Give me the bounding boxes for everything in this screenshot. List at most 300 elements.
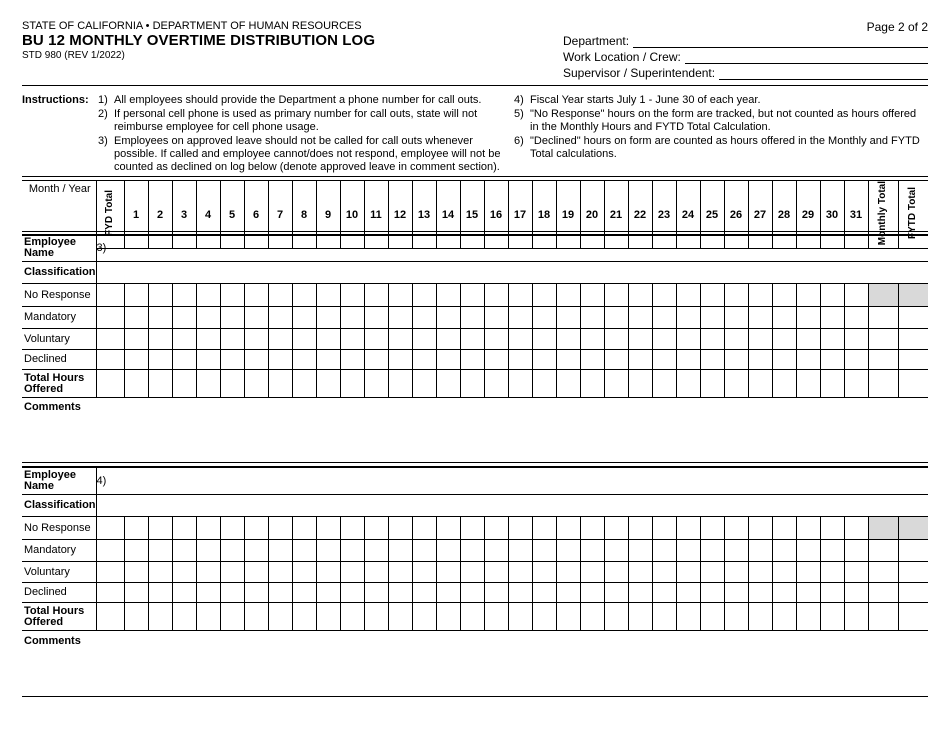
- supervisor-field[interactable]: [563, 64, 928, 80]
- no-response-cell[interactable]: [724, 517, 748, 540]
- declined-cell[interactable]: [700, 350, 724, 370]
- declined-cell[interactable]: [580, 583, 604, 603]
- voluntary-cell[interactable]: [868, 562, 898, 583]
- voluntary-cell[interactable]: [580, 329, 604, 350]
- total-hours-offered-cell[interactable]: [772, 370, 796, 398]
- voluntary-cell[interactable]: [748, 329, 772, 350]
- voluntary-cell[interactable]: [268, 562, 292, 583]
- no-response-cell[interactable]: [508, 284, 532, 307]
- mandatory-cell[interactable]: [220, 307, 244, 329]
- voluntary-cell[interactable]: [220, 329, 244, 350]
- voluntary-cell[interactable]: [388, 329, 412, 350]
- total-hours-offered-cell[interactable]: [532, 370, 556, 398]
- voluntary-cell[interactable]: [676, 329, 700, 350]
- no-response-cell[interactable]: [316, 517, 340, 540]
- total-hours-offered-cell[interactable]: [316, 370, 340, 398]
- no-response-cell[interactable]: [364, 284, 388, 307]
- voluntary-cell[interactable]: [796, 562, 820, 583]
- declined-cell[interactable]: [412, 583, 436, 603]
- no-response-cell[interactable]: [436, 284, 460, 307]
- mandatory-cell[interactable]: [220, 540, 244, 562]
- declined-cell[interactable]: [556, 583, 580, 603]
- no-response-cell[interactable]: [628, 284, 652, 307]
- no-response-cell[interactable]: [796, 284, 820, 307]
- declined-cell[interactable]: [532, 350, 556, 370]
- declined-cell[interactable]: [772, 583, 796, 603]
- no-response-cell[interactable]: [268, 284, 292, 307]
- classification-field[interactable]: [96, 262, 928, 284]
- total-hours-offered-cell[interactable]: [724, 370, 748, 398]
- declined-cell[interactable]: [316, 350, 340, 370]
- declined-cell[interactable]: [196, 583, 220, 603]
- mandatory-cell[interactable]: [96, 307, 124, 329]
- mandatory-cell[interactable]: [844, 307, 868, 329]
- voluntary-cell[interactable]: [412, 329, 436, 350]
- mandatory-cell[interactable]: [244, 307, 268, 329]
- no-response-cell[interactable]: [796, 517, 820, 540]
- work-location-field[interactable]: [563, 48, 928, 64]
- mandatory-cell[interactable]: [700, 307, 724, 329]
- mandatory-cell[interactable]: [412, 540, 436, 562]
- voluntary-cell[interactable]: [436, 329, 460, 350]
- total-hours-offered-cell[interactable]: [460, 603, 484, 631]
- mandatory-cell[interactable]: [580, 307, 604, 329]
- voluntary-cell[interactable]: [220, 562, 244, 583]
- no-response-cell[interactable]: [340, 284, 364, 307]
- mandatory-cell[interactable]: [340, 540, 364, 562]
- mandatory-cell[interactable]: [436, 307, 460, 329]
- total-hours-offered-cell[interactable]: [652, 370, 676, 398]
- no-response-cell[interactable]: [292, 517, 316, 540]
- mandatory-cell[interactable]: [364, 307, 388, 329]
- no-response-cell[interactable]: [340, 517, 364, 540]
- declined-cell[interactable]: [96, 350, 124, 370]
- no-response-cell[interactable]: [96, 284, 124, 307]
- no-response-cell[interactable]: [124, 284, 148, 307]
- declined-cell[interactable]: [436, 350, 460, 370]
- mandatory-cell[interactable]: [196, 540, 220, 562]
- voluntary-cell[interactable]: [316, 562, 340, 583]
- mandatory-cell[interactable]: [748, 540, 772, 562]
- no-response-cell[interactable]: [484, 517, 508, 540]
- voluntary-cell[interactable]: [508, 562, 532, 583]
- voluntary-cell[interactable]: [316, 329, 340, 350]
- no-response-cell[interactable]: [436, 517, 460, 540]
- voluntary-cell[interactable]: [124, 329, 148, 350]
- total-hours-offered-cell[interactable]: [508, 603, 532, 631]
- voluntary-cell[interactable]: [556, 562, 580, 583]
- total-hours-offered-cell[interactable]: [364, 370, 388, 398]
- total-hours-offered-cell[interactable]: [220, 603, 244, 631]
- mandatory-cell[interactable]: [868, 540, 898, 562]
- mandatory-cell[interactable]: [676, 307, 700, 329]
- declined-cell[interactable]: [898, 350, 928, 370]
- total-hours-offered-cell[interactable]: [796, 603, 820, 631]
- total-hours-offered-cell[interactable]: [436, 603, 460, 631]
- voluntary-cell[interactable]: [820, 562, 844, 583]
- declined-cell[interactable]: [772, 350, 796, 370]
- declined-cell[interactable]: [628, 350, 652, 370]
- voluntary-cell[interactable]: [796, 329, 820, 350]
- voluntary-cell[interactable]: [700, 329, 724, 350]
- declined-cell[interactable]: [244, 583, 268, 603]
- voluntary-cell[interactable]: [652, 329, 676, 350]
- total-hours-offered-cell[interactable]: [148, 603, 172, 631]
- declined-cell[interactable]: [148, 350, 172, 370]
- total-hours-offered-cell[interactable]: [868, 370, 898, 398]
- mandatory-cell[interactable]: [124, 540, 148, 562]
- voluntary-cell[interactable]: [436, 562, 460, 583]
- voluntary-cell[interactable]: [748, 562, 772, 583]
- no-response-cell[interactable]: [244, 284, 268, 307]
- declined-cell[interactable]: [220, 583, 244, 603]
- mandatory-cell[interactable]: [388, 307, 412, 329]
- mandatory-cell[interactable]: [436, 540, 460, 562]
- employee-name-field[interactable]: [96, 468, 928, 495]
- no-response-cell[interactable]: [604, 517, 628, 540]
- no-response-cell[interactable]: [292, 284, 316, 307]
- declined-cell[interactable]: [652, 350, 676, 370]
- mandatory-cell[interactable]: [652, 307, 676, 329]
- declined-cell[interactable]: [796, 350, 820, 370]
- no-response-cell[interactable]: [268, 517, 292, 540]
- declined-cell[interactable]: [124, 350, 148, 370]
- voluntary-cell[interactable]: [532, 562, 556, 583]
- mandatory-cell[interactable]: [844, 540, 868, 562]
- total-hours-offered-cell[interactable]: [96, 603, 124, 631]
- no-response-cell[interactable]: [148, 284, 172, 307]
- mandatory-cell[interactable]: [898, 540, 928, 562]
- voluntary-cell[interactable]: [604, 329, 628, 350]
- mandatory-cell[interactable]: [556, 307, 580, 329]
- total-hours-offered-cell[interactable]: [292, 370, 316, 398]
- declined-cell[interactable]: [508, 350, 532, 370]
- mandatory-cell[interactable]: [820, 540, 844, 562]
- voluntary-cell[interactable]: [96, 562, 124, 583]
- declined-cell[interactable]: [724, 350, 748, 370]
- supervisor-input-line[interactable]: [719, 68, 928, 80]
- mandatory-cell[interactable]: [532, 307, 556, 329]
- declined-cell[interactable]: [148, 583, 172, 603]
- voluntary-cell[interactable]: [508, 329, 532, 350]
- mandatory-cell[interactable]: [340, 307, 364, 329]
- no-response-cell[interactable]: [532, 517, 556, 540]
- total-hours-offered-cell[interactable]: [724, 603, 748, 631]
- mandatory-cell[interactable]: [604, 307, 628, 329]
- declined-cell[interactable]: [556, 350, 580, 370]
- mandatory-cell[interactable]: [508, 307, 532, 329]
- no-response-cell[interactable]: [604, 284, 628, 307]
- total-hours-offered-cell[interactable]: [898, 603, 928, 631]
- mandatory-cell[interactable]: [316, 540, 340, 562]
- total-hours-offered-cell[interactable]: [772, 603, 796, 631]
- mandatory-cell[interactable]: [292, 307, 316, 329]
- declined-cell[interactable]: [724, 583, 748, 603]
- voluntary-cell[interactable]: [772, 329, 796, 350]
- declined-cell[interactable]: [124, 583, 148, 603]
- total-hours-offered-cell[interactable]: [388, 370, 412, 398]
- mandatory-cell[interactable]: [748, 307, 772, 329]
- total-hours-offered-cell[interactable]: [244, 370, 268, 398]
- voluntary-cell[interactable]: [172, 562, 196, 583]
- total-hours-offered-cell[interactable]: [844, 370, 868, 398]
- total-hours-offered-cell[interactable]: [460, 370, 484, 398]
- voluntary-cell[interactable]: [148, 562, 172, 583]
- voluntary-cell[interactable]: [124, 562, 148, 583]
- mandatory-cell[interactable]: [676, 540, 700, 562]
- voluntary-cell[interactable]: [388, 562, 412, 583]
- declined-cell[interactable]: [340, 583, 364, 603]
- total-hours-offered-cell[interactable]: [748, 603, 772, 631]
- no-response-cell[interactable]: [676, 284, 700, 307]
- voluntary-cell[interactable]: [460, 562, 484, 583]
- mandatory-cell[interactable]: [244, 540, 268, 562]
- voluntary-cell[interactable]: [244, 562, 268, 583]
- declined-cell[interactable]: [244, 350, 268, 370]
- mandatory-cell[interactable]: [148, 307, 172, 329]
- mandatory-cell[interactable]: [700, 540, 724, 562]
- declined-cell[interactable]: [748, 350, 772, 370]
- no-response-cell[interactable]: [196, 284, 220, 307]
- declined-cell[interactable]: [532, 583, 556, 603]
- total-hours-offered-cell[interactable]: [796, 370, 820, 398]
- total-hours-offered-cell[interactable]: [172, 603, 196, 631]
- declined-cell[interactable]: [460, 350, 484, 370]
- mandatory-cell[interactable]: [868, 307, 898, 329]
- no-response-cell[interactable]: [580, 517, 604, 540]
- mandatory-cell[interactable]: [580, 540, 604, 562]
- total-hours-offered-cell[interactable]: [604, 370, 628, 398]
- total-hours-offered-cell[interactable]: [700, 370, 724, 398]
- no-response-cell[interactable]: [820, 517, 844, 540]
- mandatory-cell[interactable]: [196, 307, 220, 329]
- mandatory-cell[interactable]: [484, 307, 508, 329]
- no-response-cell[interactable]: [700, 284, 724, 307]
- mandatory-cell[interactable]: [172, 540, 196, 562]
- declined-cell[interactable]: [96, 583, 124, 603]
- voluntary-cell[interactable]: [172, 329, 196, 350]
- total-hours-offered-cell[interactable]: [340, 370, 364, 398]
- voluntary-cell[interactable]: [148, 329, 172, 350]
- voluntary-cell[interactable]: [676, 562, 700, 583]
- total-hours-offered-cell[interactable]: [628, 603, 652, 631]
- declined-cell[interactable]: [628, 583, 652, 603]
- mandatory-cell[interactable]: [772, 307, 796, 329]
- no-response-cell[interactable]: [172, 284, 196, 307]
- voluntary-cell[interactable]: [652, 562, 676, 583]
- no-response-cell[interactable]: [508, 517, 532, 540]
- no-response-cell[interactable]: [244, 517, 268, 540]
- voluntary-cell[interactable]: [484, 329, 508, 350]
- total-hours-offered-cell[interactable]: [508, 370, 532, 398]
- voluntary-cell[interactable]: [556, 329, 580, 350]
- voluntary-cell[interactable]: [532, 329, 556, 350]
- voluntary-cell[interactable]: [196, 562, 220, 583]
- no-response-cell[interactable]: [628, 517, 652, 540]
- total-hours-offered-cell[interactable]: [220, 370, 244, 398]
- declined-cell[interactable]: [898, 583, 928, 603]
- total-hours-offered-cell[interactable]: [556, 603, 580, 631]
- declined-cell[interactable]: [484, 583, 508, 603]
- total-hours-offered-cell[interactable]: [388, 603, 412, 631]
- total-hours-offered-cell[interactable]: [244, 603, 268, 631]
- no-response-cell[interactable]: [220, 284, 244, 307]
- total-hours-offered-cell[interactable]: [844, 603, 868, 631]
- declined-cell[interactable]: [652, 583, 676, 603]
- department-input-line[interactable]: [633, 36, 928, 48]
- voluntary-cell[interactable]: [364, 329, 388, 350]
- no-response-cell[interactable]: [148, 517, 172, 540]
- declined-cell[interactable]: [268, 350, 292, 370]
- declined-cell[interactable]: [868, 350, 898, 370]
- total-hours-offered-cell[interactable]: [484, 370, 508, 398]
- voluntary-cell[interactable]: [628, 562, 652, 583]
- mandatory-cell[interactable]: [556, 540, 580, 562]
- no-response-cell[interactable]: [124, 517, 148, 540]
- voluntary-cell[interactable]: [898, 329, 928, 350]
- voluntary-cell[interactable]: [772, 562, 796, 583]
- declined-cell[interactable]: [172, 350, 196, 370]
- total-hours-offered-cell[interactable]: [748, 370, 772, 398]
- voluntary-cell[interactable]: [364, 562, 388, 583]
- total-hours-offered-cell[interactable]: [580, 603, 604, 631]
- total-hours-offered-cell[interactable]: [898, 370, 928, 398]
- total-hours-offered-cell[interactable]: [676, 603, 700, 631]
- total-hours-offered-cell[interactable]: [412, 370, 436, 398]
- no-response-cell[interactable]: [172, 517, 196, 540]
- mandatory-cell[interactable]: [604, 540, 628, 562]
- no-response-cell[interactable]: [412, 284, 436, 307]
- voluntary-cell[interactable]: [604, 562, 628, 583]
- declined-cell[interactable]: [436, 583, 460, 603]
- voluntary-cell[interactable]: [844, 562, 868, 583]
- total-hours-offered-cell[interactable]: [268, 370, 292, 398]
- declined-cell[interactable]: [700, 583, 724, 603]
- voluntary-cell[interactable]: [244, 329, 268, 350]
- mandatory-cell[interactable]: [268, 540, 292, 562]
- mandatory-cell[interactable]: [484, 540, 508, 562]
- voluntary-cell[interactable]: [484, 562, 508, 583]
- no-response-cell[interactable]: [484, 284, 508, 307]
- total-hours-offered-cell[interactable]: [652, 603, 676, 631]
- total-hours-offered-cell[interactable]: [292, 603, 316, 631]
- no-response-cell[interactable]: [820, 284, 844, 307]
- voluntary-cell[interactable]: [868, 329, 898, 350]
- total-hours-offered-cell[interactable]: [532, 603, 556, 631]
- mandatory-cell[interactable]: [292, 540, 316, 562]
- work-location-input-line[interactable]: [685, 52, 928, 64]
- mandatory-cell[interactable]: [724, 307, 748, 329]
- no-response-cell[interactable]: [96, 517, 124, 540]
- declined-cell[interactable]: [604, 583, 628, 603]
- total-hours-offered-cell[interactable]: [340, 603, 364, 631]
- mandatory-cell[interactable]: [532, 540, 556, 562]
- total-hours-offered-cell[interactable]: [364, 603, 388, 631]
- declined-cell[interactable]: [460, 583, 484, 603]
- classification-field[interactable]: [96, 495, 928, 517]
- no-response-cell[interactable]: [772, 517, 796, 540]
- total-hours-offered-cell[interactable]: [268, 603, 292, 631]
- total-hours-offered-cell[interactable]: [484, 603, 508, 631]
- no-response-cell[interactable]: [652, 284, 676, 307]
- mandatory-cell[interactable]: [148, 540, 172, 562]
- mandatory-cell[interactable]: [628, 540, 652, 562]
- total-hours-offered-cell[interactable]: [124, 603, 148, 631]
- total-hours-offered-cell[interactable]: [580, 370, 604, 398]
- declined-cell[interactable]: [580, 350, 604, 370]
- declined-cell[interactable]: [844, 583, 868, 603]
- total-hours-offered-cell[interactable]: [628, 370, 652, 398]
- total-hours-offered-cell[interactable]: [700, 603, 724, 631]
- total-hours-offered-cell[interactable]: [604, 603, 628, 631]
- mandatory-cell[interactable]: [796, 540, 820, 562]
- mandatory-cell[interactable]: [460, 307, 484, 329]
- total-hours-offered-cell[interactable]: [172, 370, 196, 398]
- no-response-cell[interactable]: [652, 517, 676, 540]
- no-response-cell[interactable]: [844, 284, 868, 307]
- mandatory-cell[interactable]: [364, 540, 388, 562]
- voluntary-cell[interactable]: [580, 562, 604, 583]
- no-response-cell[interactable]: [196, 517, 220, 540]
- declined-cell[interactable]: [604, 350, 628, 370]
- mandatory-cell[interactable]: [796, 307, 820, 329]
- mandatory-cell[interactable]: [268, 307, 292, 329]
- declined-cell[interactable]: [484, 350, 508, 370]
- mandatory-cell[interactable]: [772, 540, 796, 562]
- declined-cell[interactable]: [364, 583, 388, 603]
- no-response-cell[interactable]: [388, 284, 412, 307]
- mandatory-cell[interactable]: [316, 307, 340, 329]
- no-response-cell[interactable]: [556, 517, 580, 540]
- mandatory-cell[interactable]: [628, 307, 652, 329]
- voluntary-cell[interactable]: [460, 329, 484, 350]
- no-response-cell[interactable]: [412, 517, 436, 540]
- declined-cell[interactable]: [388, 583, 412, 603]
- voluntary-cell[interactable]: [724, 329, 748, 350]
- declined-cell[interactable]: [412, 350, 436, 370]
- mandatory-cell[interactable]: [124, 307, 148, 329]
- total-hours-offered-cell[interactable]: [868, 603, 898, 631]
- voluntary-cell[interactable]: [340, 562, 364, 583]
- voluntary-cell[interactable]: [412, 562, 436, 583]
- voluntary-cell[interactable]: [292, 329, 316, 350]
- no-response-cell[interactable]: [748, 517, 772, 540]
- voluntary-cell[interactable]: [292, 562, 316, 583]
- voluntary-cell[interactable]: [96, 329, 124, 350]
- total-hours-offered-cell[interactable]: [436, 370, 460, 398]
- voluntary-cell[interactable]: [700, 562, 724, 583]
- declined-cell[interactable]: [172, 583, 196, 603]
- declined-cell[interactable]: [796, 583, 820, 603]
- no-response-cell[interactable]: [556, 284, 580, 307]
- no-response-cell[interactable]: [844, 517, 868, 540]
- declined-cell[interactable]: [340, 350, 364, 370]
- mandatory-cell[interactable]: [652, 540, 676, 562]
- voluntary-cell[interactable]: [844, 329, 868, 350]
- total-hours-offered-cell[interactable]: [820, 370, 844, 398]
- declined-cell[interactable]: [268, 583, 292, 603]
- declined-cell[interactable]: [364, 350, 388, 370]
- declined-cell[interactable]: [676, 350, 700, 370]
- mandatory-cell[interactable]: [172, 307, 196, 329]
- no-response-cell[interactable]: [772, 284, 796, 307]
- no-response-cell[interactable]: [700, 517, 724, 540]
- mandatory-cell[interactable]: [724, 540, 748, 562]
- voluntary-cell[interactable]: [340, 329, 364, 350]
- mandatory-cell[interactable]: [460, 540, 484, 562]
- no-response-cell[interactable]: [748, 284, 772, 307]
- declined-cell[interactable]: [388, 350, 412, 370]
